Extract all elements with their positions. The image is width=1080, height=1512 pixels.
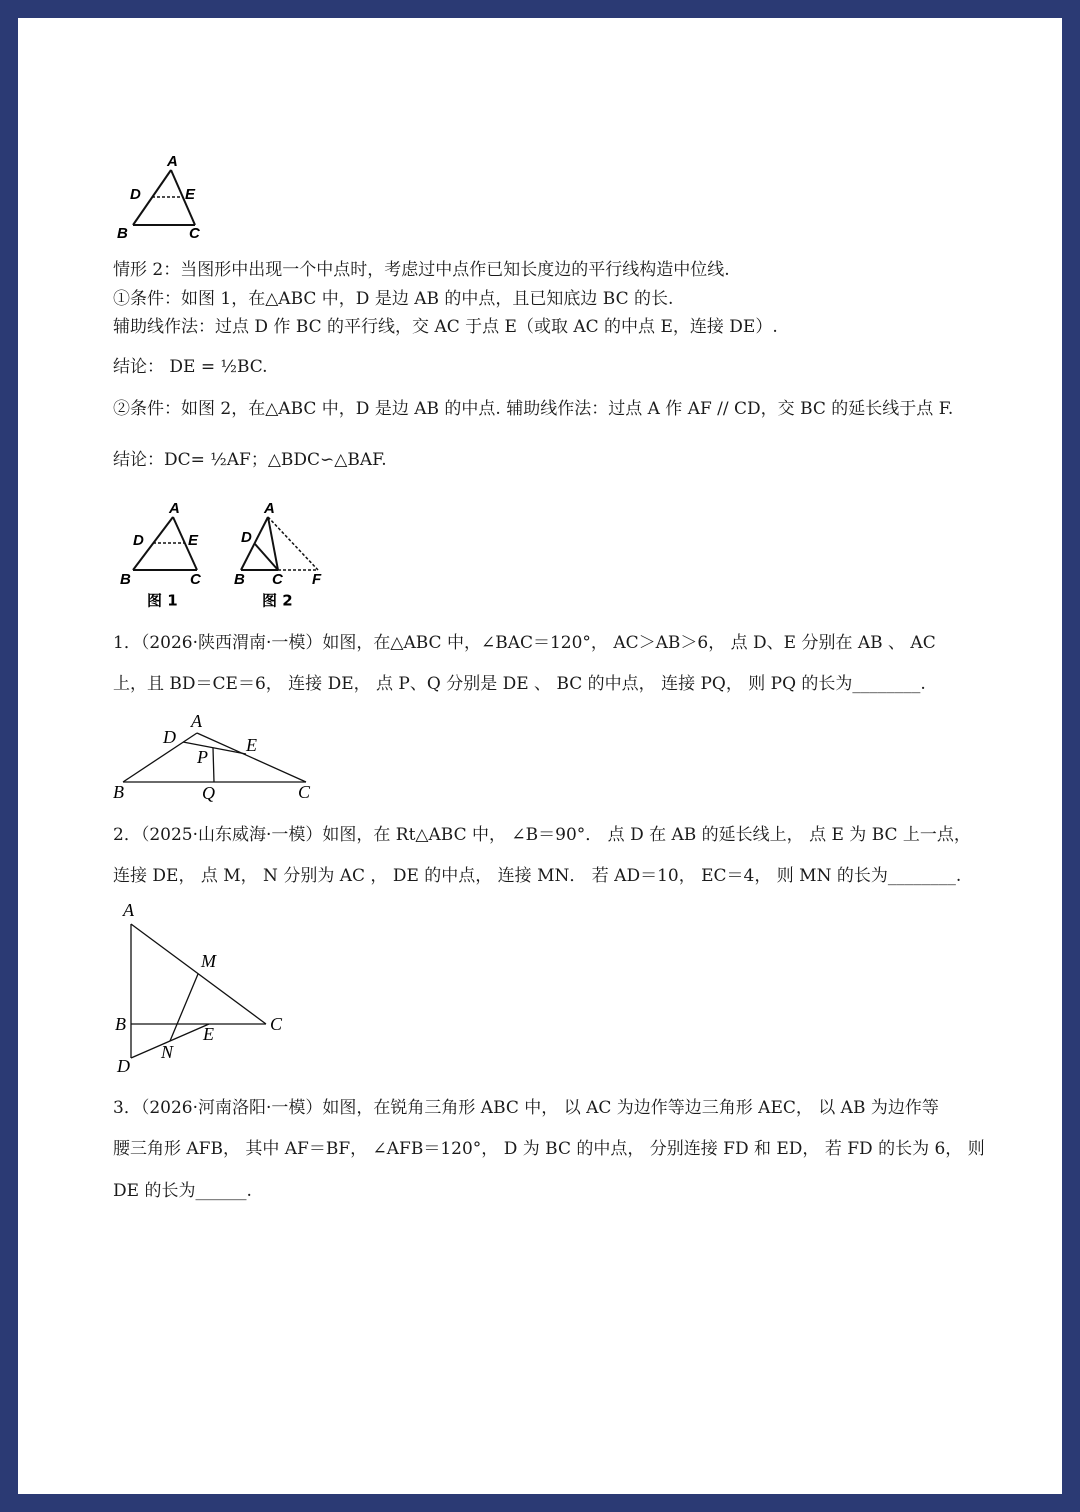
case2-intro: 情形 2：当图形中出现一个中点时，考虑过中点作已知长度边的平行线构造中位线. bbox=[113, 260, 730, 280]
fig1-label-d: D bbox=[133, 531, 144, 549]
fig2-label-d: D bbox=[241, 528, 252, 546]
figure-2 bbox=[223, 500, 343, 615]
p2-label-a: A bbox=[123, 902, 134, 921]
p2-label-d: D bbox=[117, 1056, 130, 1077]
p1-label-a: A bbox=[191, 715, 202, 732]
midline-triangle-figure bbox=[113, 153, 223, 243]
problem-1-line-2: 上，且 BD＝CE＝6， 连接 DE， 点 P、Q 分别是 DE 、 BC 的中点， 连接 PQ， 则 PQ 的长为________. bbox=[113, 674, 926, 694]
case2-conclusion-1: 结论： DE = ½BC. bbox=[113, 357, 268, 377]
p2-label-b: B bbox=[115, 1014, 126, 1035]
label-e: E bbox=[185, 185, 196, 203]
problem-3-line-2: 腰三角形 AFB， 其中 AF＝BF， ∠AFB＝120°， D 为 BC 的中点， 分别连接 FD 和 ED， 若 FD 的长为 6， 则 bbox=[113, 1139, 985, 1159]
fig1-label-e: E bbox=[188, 531, 199, 549]
case2-condition-1: ①条件：如图 1，在△ABC 中，D 是边 AB 的中点，且已知底边 BC 的长. bbox=[113, 289, 674, 309]
problem-2-figure bbox=[113, 902, 313, 1082]
case2-conclusion-2: 结论：DC= ½AF；△BDC∽△BAF. bbox=[113, 450, 387, 470]
figure-2-caption: 图 2 bbox=[262, 591, 293, 610]
fig2-label-f: F bbox=[312, 570, 322, 588]
figure-1-caption: 图 1 bbox=[147, 591, 178, 610]
case2-method-1: 辅助线作法：过点 D 作 BC 的平行线，交 AC 于点 E（或取 AC 的中点 E，连接 DE）. bbox=[113, 317, 778, 337]
problem-3-line-3: DE 的长为______. bbox=[113, 1181, 252, 1201]
problem-1-figure bbox=[113, 715, 333, 807]
problem-2-line-2: 连接 DE， 点 M， N 分别为 AC ， DE 的中点， 连接 MN． 若 AD＝10， EC＝4， 则 MN 的长为________. bbox=[113, 866, 962, 886]
problem-3-line-1: 3．（2026·河南洛阳·一模）如图，在锐角三角形 ABC 中， 以 AC 为边作等边三角形 AEC， 以 AB 为边作等 bbox=[113, 1098, 939, 1118]
label-b: B bbox=[117, 224, 128, 242]
p1-label-q: Q bbox=[202, 783, 215, 804]
worksheet-page bbox=[18, 18, 1062, 1494]
fig2-label-c: C bbox=[272, 570, 283, 588]
label-d: D bbox=[130, 185, 141, 203]
fig2-label-b: B bbox=[234, 570, 245, 588]
problem-1-line-1: 1．（2026·陕西渭南·一模）如图，在△ABC 中，∠BAC＝120°， AC＞AB＞6， 点 D、E 分别在 AB 、 AC bbox=[113, 633, 936, 653]
p2-label-m: M bbox=[201, 951, 216, 972]
figure-1 bbox=[113, 500, 223, 615]
p1-label-b: B bbox=[113, 782, 124, 803]
p2-label-e: E bbox=[203, 1024, 214, 1045]
label-c: C bbox=[189, 224, 200, 242]
fig1-label-a: A bbox=[169, 500, 180, 517]
fig1-label-b: B bbox=[120, 570, 131, 588]
label-a: A bbox=[167, 153, 178, 170]
p1-label-d: D bbox=[163, 727, 176, 748]
p2-label-c: C bbox=[270, 1014, 283, 1035]
p2-label-n: N bbox=[161, 1042, 174, 1063]
case2-condition-2: ②条件：如图 2，在△ABC 中，D 是边 AB 的中点. 辅助线作法：过点 A 作 AF // CD，交 BC 的延长线于点 F. bbox=[113, 399, 954, 419]
p1-label-p: P bbox=[197, 747, 208, 768]
problem-2-line-1: 2．（2025·山东威海·一模）如图，在 Rt△ABC 中， ∠B＝90°． 点 D 在 AB 的延长线上， 点 E 为 BC 上一点， bbox=[113, 825, 971, 845]
fig1-label-c: C bbox=[190, 570, 201, 588]
fig2-label-a: A bbox=[264, 500, 275, 517]
p1-label-e: E bbox=[246, 735, 257, 756]
p1-label-c: C bbox=[298, 782, 311, 803]
